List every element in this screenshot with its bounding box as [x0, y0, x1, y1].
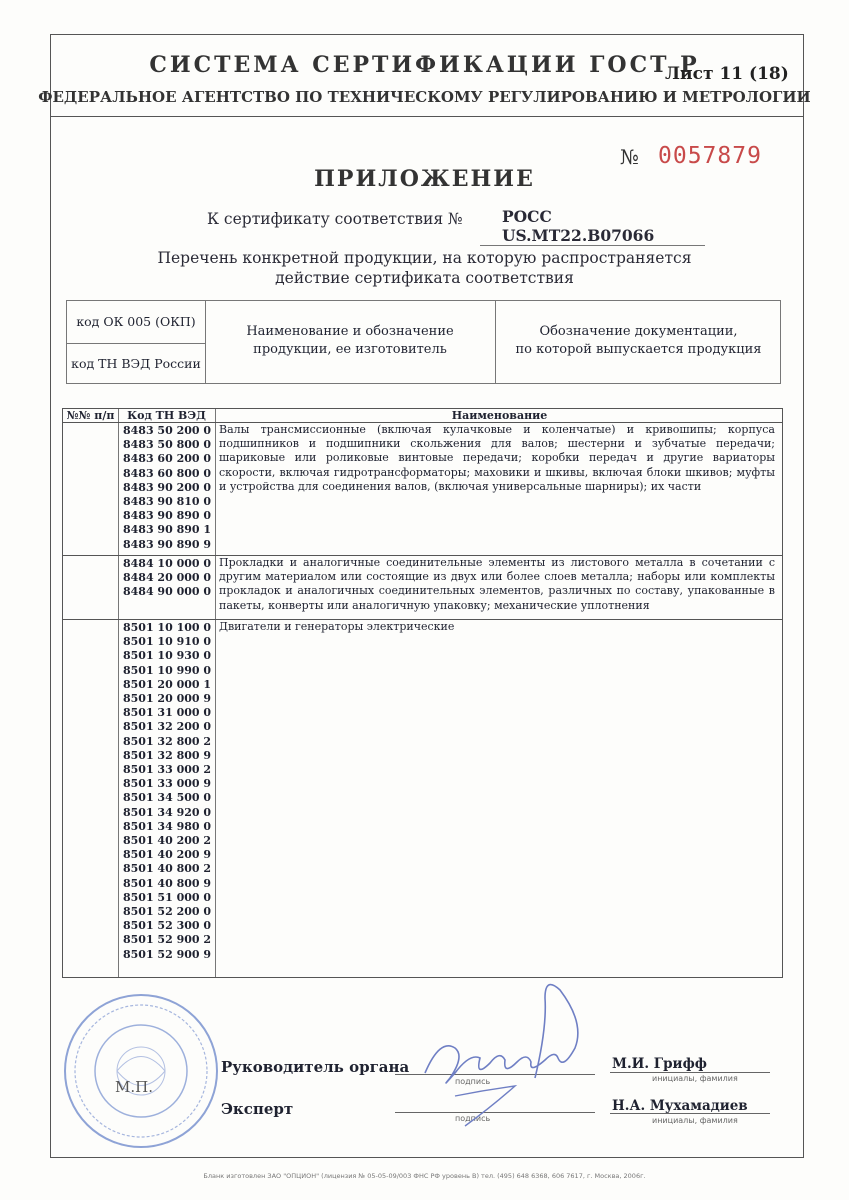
tnved-code: 8483 90 890 9 [122, 537, 212, 551]
footer-note: Бланк изготовлен ЗАО "ОПЦИОН" (лицензия № 05-05-09/003 ФНС РФ уровень В) тел. (495) 648 6368, 606 7617, г. Москва, 2006г. [203, 1172, 646, 1180]
tnved-code: 8484 20 000 0 [122, 571, 212, 585]
tnved-code: 8501 34 980 0 [122, 819, 212, 833]
list-title-line1: Перечень конкретной продукции, на которую распространяется [157, 249, 692, 267]
tnved-code: 8501 10 990 0 [122, 663, 212, 677]
head-name-caption: инициалы, фамилия [652, 1074, 738, 1083]
tnved-code: 8483 90 890 0 [122, 509, 212, 523]
tnved-code: 8501 32 800 9 [122, 748, 212, 762]
expert-label: Эксперт [221, 1100, 294, 1118]
tnved-code: 8483 90 200 0 [122, 480, 212, 494]
agency-name: ФЕДЕРАЛЬНОЕ АГЕНТСТВО ПО ТЕХНИЧЕСКОМУ РЕГУЛИРОВАНИЮ И МЕТРОЛОГИИ [38, 88, 811, 106]
table-row-2-codes [119, 557, 215, 600]
tnved-code: 8501 52 200 0 [122, 905, 212, 919]
head-signature-caption: подпись [455, 1077, 491, 1086]
documentation-header [495, 323, 782, 359]
tnved-code: 8483 50 800 0 [122, 438, 212, 452]
tnved-code: 8501 33 000 9 [122, 777, 212, 791]
list-title [0, 248, 849, 288]
tnved-code: 8484 10 000 0 [122, 557, 212, 570]
table-row-2-name: Прокладки и аналогичные соединительные элементы из листового металла в сочетании с другим материалом или состоящие из двух или более слоев металла; наборы или комплекты прокладок и аналогичных соединительных элементов, различных по составу, упакованные в пакеты, конверты или аналогичную упаковку; механические уплотнения [219, 556, 775, 612]
certificate-label: К сертификату соответствия № [207, 210, 463, 228]
header-divider [50, 116, 804, 117]
expert-name-caption: инициалы, фамилия [652, 1116, 738, 1125]
expert-signature-caption: подпись [455, 1114, 491, 1123]
tnved-code: 8501 33 000 2 [122, 763, 212, 777]
stamp-label: М.П. [115, 1078, 153, 1096]
tnved-code: 8501 40 200 2 [122, 834, 212, 848]
number-sign: № [620, 145, 639, 169]
tnved-code: 8501 20 000 1 [122, 677, 212, 691]
tnved-code: 8483 50 200 0 [122, 424, 212, 437]
page-title: ПРИЛОЖЕНИЕ [314, 166, 535, 192]
code-ok-label: код ОК 005 (ОКП) [76, 314, 196, 329]
tnved-code: 8484 90 000 0 [122, 585, 212, 599]
product-name-header-line1: Наименование и обозначение [246, 324, 454, 339]
tnved-code: 8501 51 000 0 [122, 890, 212, 904]
documentation-header-line1: Обозначение документации, [539, 324, 738, 339]
certificate-number: РОСС US.МТ22.В07066 [480, 207, 705, 246]
header-table-code-divider [67, 343, 205, 344]
expert-name-line [610, 1113, 770, 1114]
tnved-code: 8483 60 800 0 [122, 466, 212, 480]
documentation-header-line2: по которой выпускается продукция [515, 342, 762, 357]
tnved-code: 8501 32 200 0 [122, 720, 212, 734]
tnved-code: 8501 10 930 0 [122, 649, 212, 663]
tnved-code: 8501 52 900 9 [122, 947, 212, 961]
tnved-code: 8501 10 910 0 [122, 635, 212, 649]
tnved-code: 8501 31 000 0 [122, 706, 212, 720]
table-row-3-name: Двигатели и генераторы электрические [219, 620, 455, 633]
tnved-code: 8501 40 200 9 [122, 848, 212, 862]
tnved-code: 8501 40 800 2 [122, 862, 212, 876]
sheet-number: Лист 11 (18) [665, 64, 789, 84]
tnved-code: 8501 34 920 0 [122, 805, 212, 819]
tnved-code: 8501 10 100 0 [122, 621, 212, 634]
stamp-seal-icon [62, 992, 220, 1150]
table-row-3-codes [119, 621, 215, 962]
tnved-code: 8501 52 300 0 [122, 919, 212, 933]
head-of-body-label: Руководитель органа [221, 1058, 410, 1076]
expert-name: Н.А. Мухамадиев [612, 1098, 748, 1114]
product-name-header-line2: продукции, ее изготовитель [253, 342, 447, 357]
column-header-code: Код ТН ВЭД [127, 409, 206, 422]
tnved-code: 8501 34 500 0 [122, 791, 212, 805]
tnved-code: 8483 90 890 1 [122, 523, 212, 537]
code-tnved-label: код ТН ВЭД России [71, 356, 201, 371]
tnved-code: 8483 90 810 0 [122, 495, 212, 509]
tnved-code: 8501 32 800 2 [122, 734, 212, 748]
form-number: 0057879 [658, 143, 762, 169]
table-row-1-name: Валы трансмиссионные (включая кулачковые и коленчатые) и кривошипы; корпуса подшипников и подшипники скольжения для валов; шестерни и зубчатые передачи; шариковые или роликовые винтовые передачи; коробки передач и другие вариаторы скорости, включая гидротрансформаторы; маховики и шкивы, включая блоки шкивов; муфты и устройства для соединения валов, (включая универсальные шарниры); их части [219, 423, 775, 493]
handwritten-signature-icon [395, 978, 610, 1138]
head-name: М.И. Грифф [612, 1056, 707, 1072]
tnved-code: 8483 60 200 0 [122, 452, 212, 466]
tnved-code: 8501 20 000 9 [122, 692, 212, 706]
products-table [62, 408, 783, 978]
column-header-name: Наименование [451, 409, 548, 422]
header-table [66, 300, 781, 384]
table-row-1-codes [119, 424, 215, 552]
tnved-code: 8501 40 800 9 [122, 876, 212, 890]
head-name-line [610, 1072, 770, 1073]
column-header-num: №№ п/п [66, 409, 115, 422]
product-name-header [205, 323, 495, 359]
table-column-divider [215, 409, 216, 977]
tnved-code: 8501 52 900 2 [122, 933, 212, 947]
list-title-line2: действие сертификата соответствия [275, 269, 574, 287]
system-title: СИСТЕМА СЕРТИФИКАЦИИ ГОСТ Р [149, 52, 700, 78]
